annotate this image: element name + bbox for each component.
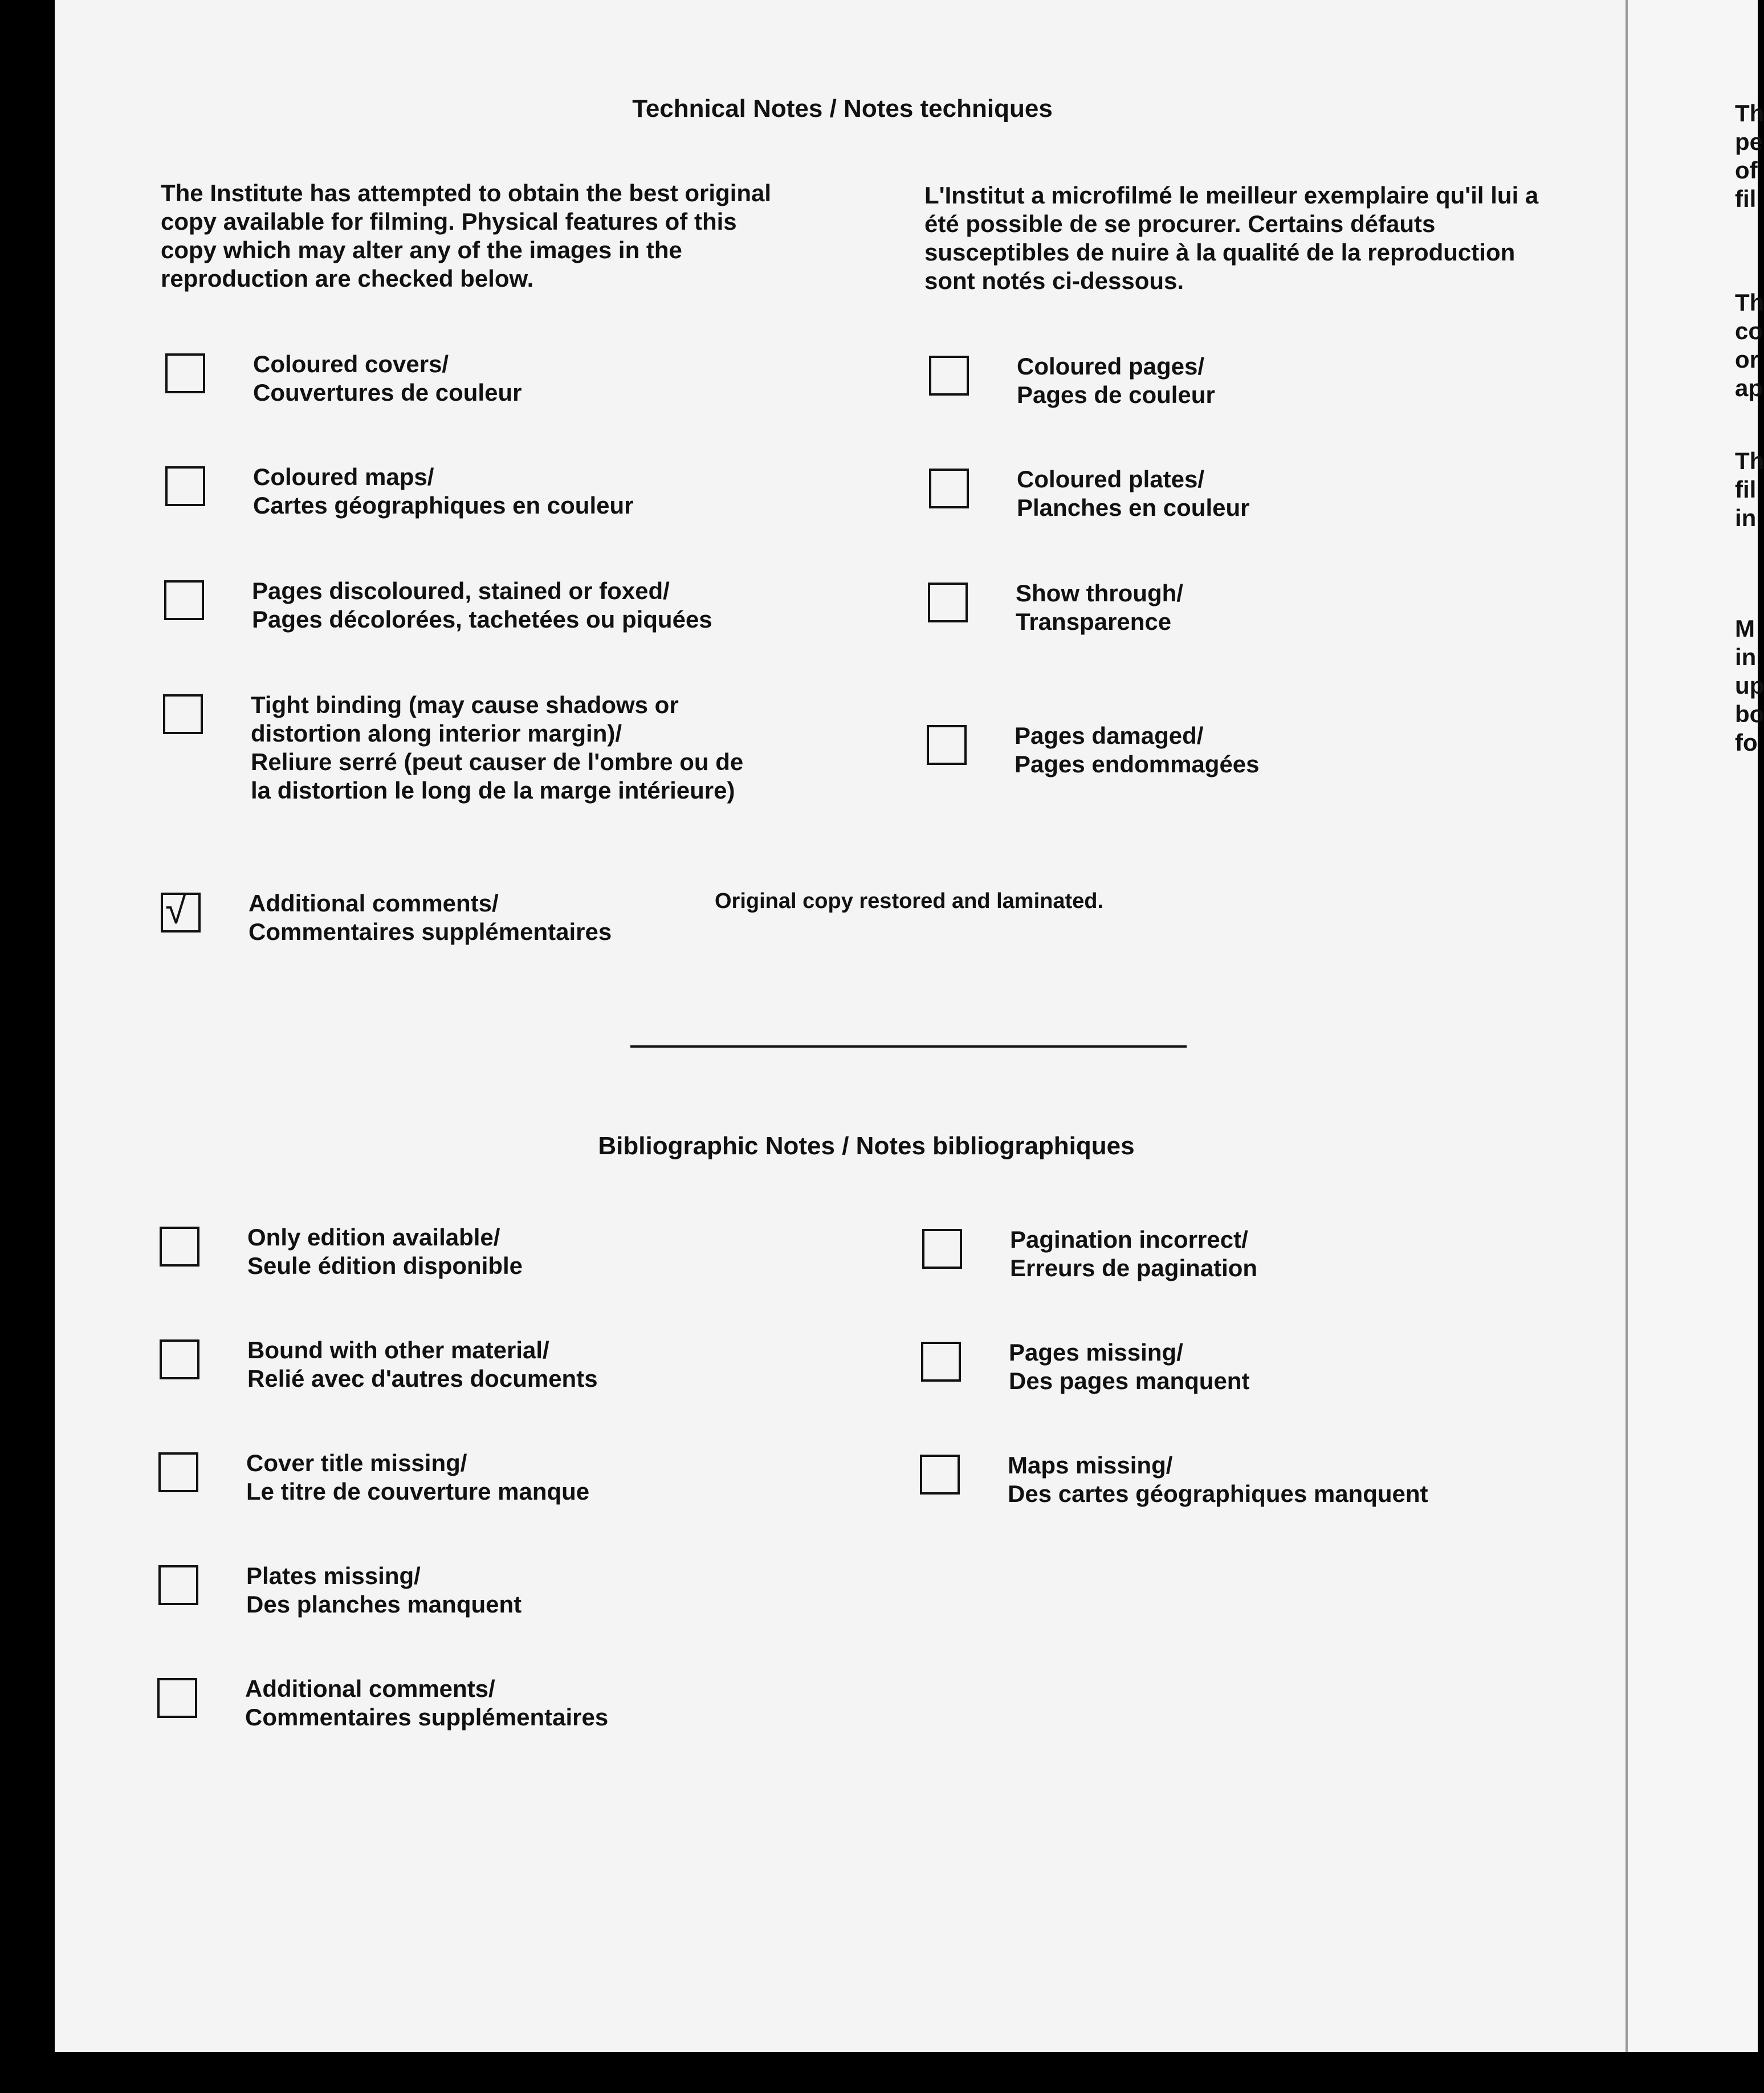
checkbox[interactable]	[165, 466, 205, 506]
checkbox-label: Only edition available/ Seule édition disponible	[247, 1224, 523, 1279]
checkbox-label: Show through/ Transparence	[1016, 580, 1183, 635]
checkbox[interactable]	[165, 353, 205, 393]
checkbox-label: Cover title missing/ Le titre de couverture manque	[246, 1449, 590, 1505]
adjacent-page-fragment	[1628, 0, 1764, 2052]
fragment-paragraph-1: Th pe of fil	[1735, 100, 1764, 212]
bibliographic-notes-heading: Bibliographic Notes / Notes bibliographiques	[598, 1132, 1135, 1160]
technical-notes-heading: Technical Notes / Notes techniques	[632, 95, 1053, 123]
checkbox-label: Coloured covers/ Couvertures de couleur	[253, 351, 522, 406]
checkbox[interactable]	[929, 356, 969, 396]
checkbox-item-additional-comments[interactable]	[161, 889, 773, 946]
checkbox-item-pages-damaged[interactable]	[927, 722, 1539, 779]
checkbox[interactable]	[922, 1229, 962, 1269]
checkbox-label: Coloured maps/ Cartes géographiques en couleur	[253, 463, 634, 519]
checkbox-item-coloured-plates[interactable]	[929, 466, 1541, 522]
checkbox[interactable]	[158, 1452, 198, 1492]
additional-comment-text: Original copy restored and laminated.	[715, 889, 1104, 913]
checkmark-icon: √	[165, 889, 187, 932]
checkbox-label: Pagination incorrect/ Erreurs de pagination	[1010, 1226, 1258, 1281]
checkbox[interactable]	[921, 1342, 961, 1382]
checkbox[interactable]	[160, 1227, 199, 1267]
checkbox-item-pages-discoloured[interactable]	[164, 577, 776, 634]
checkbox-item-maps-missing[interactable]	[920, 1452, 1532, 1508]
checkbox-label: Additional comments/ Commentaires supplémentaires	[248, 890, 612, 945]
checkbox-item-only-edition[interactable]	[160, 1224, 772, 1280]
checkbox[interactable]	[920, 1455, 960, 1495]
fragment-paragraph-4: M in up bo fo	[1735, 615, 1764, 756]
checkbox[interactable]	[158, 1565, 198, 1605]
checkbox-item-bound-with[interactable]	[160, 1339, 772, 1393]
checkbox-label: Pages damaged/ Pages endommagées	[1015, 722, 1260, 777]
checkbox[interactable]	[929, 469, 969, 508]
checkbox-item-coloured-maps[interactable]	[165, 463, 777, 520]
checkbox-label: Plates missing/ Des planches manquent	[246, 1562, 522, 1618]
technical-notes-page	[55, 0, 1641, 2052]
intro-french: L'Institut a microfilmé le meilleur exemplaire qu'il lui a été possible de se procurer. Certains défauts susceptibles de nuire à la qualité de la reproduction sont notés ci-dessous.	[924, 182, 1539, 294]
intro-english: The Institute has attempted to obtain the best original copy available for filming. Physical features of this copy which may alter any of the images in the reproduction are checked below.	[161, 180, 772, 292]
checkbox-label: Coloured pages/ Pages de couleur	[1017, 353, 1215, 408]
checkbox-item-show-through[interactable]	[928, 580, 1540, 636]
checkbox-label: Coloured plates/ Planches en couleur	[1017, 466, 1250, 521]
checkbox-label: Pages missing/ Des pages manquent	[1009, 1339, 1250, 1394]
checkbox-checked[interactable]	[161, 889, 201, 933]
checkbox[interactable]	[157, 1678, 197, 1718]
checkbox-label: Maps missing/ Des cartes géographiques manquent	[1008, 1452, 1428, 1507]
checkbox-item-bib-additional-comments[interactable]	[157, 1675, 769, 1732]
checkbox[interactable]	[163, 694, 203, 734]
checkbox-label: Pages discoloured, stained or foxed/ Pages décolorées, tachetées ou piquées	[252, 577, 712, 633]
checkbox-item-plates-missing[interactable]	[158, 1562, 771, 1619]
checkbox-item-pages-missing[interactable]	[921, 1339, 1533, 1395]
checkbox-item-cover-title-missing[interactable]	[158, 1449, 771, 1506]
checkbox-item-coloured-covers[interactable]	[165, 353, 777, 407]
checkbox[interactable]	[164, 580, 204, 620]
checkbox-item-tight-binding[interactable]	[163, 691, 764, 805]
checkbox[interactable]	[927, 725, 967, 765]
checkbox[interactable]	[160, 1339, 199, 1379]
checkbox[interactable]	[928, 583, 968, 622]
fragment-paragraph-2: Th co or ap	[1735, 289, 1764, 401]
checkbox-item-pagination-incorrect[interactable]	[922, 1226, 1534, 1282]
fragment-paragraph-3: Th fil in	[1735, 447, 1764, 531]
checkbox-label: Bound with other material/ Relié avec d'autres documents	[247, 1337, 598, 1392]
section-divider	[630, 1045, 1187, 1048]
scan-border	[0, 2052, 1758, 2093]
checkbox-label: Additional comments/ Commentaires supplémentaires	[245, 1675, 609, 1730]
checkbox-item-coloured-pages[interactable]	[929, 353, 1541, 409]
checkbox-label: Tight binding (may cause shadows or distortion along interior margin)/ Reliure serré (peut causer de l'ombre ou de la distortion le long de la marge intérieure)	[251, 691, 744, 804]
